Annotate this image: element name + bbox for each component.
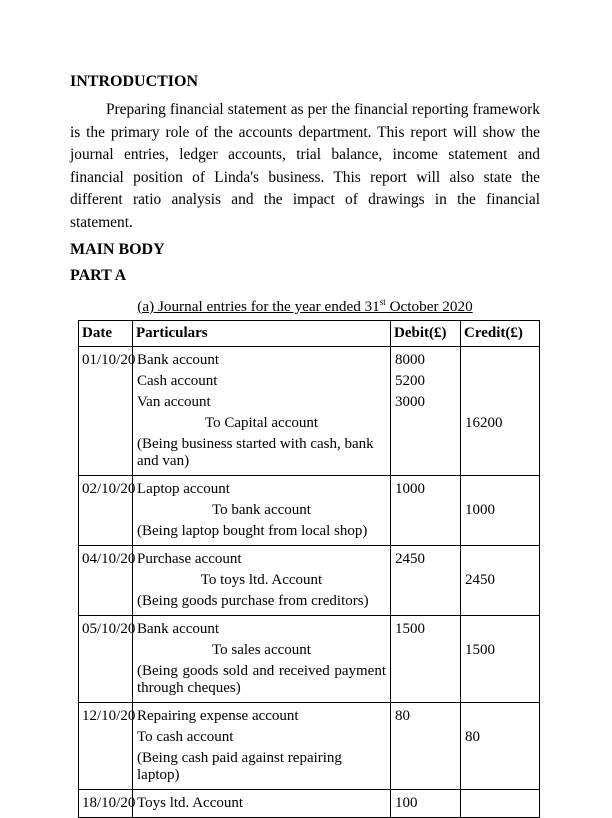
debit-cell: 100 [391, 790, 461, 817]
credit-cell [461, 703, 539, 727]
debit-cell: 3000 [391, 392, 461, 413]
particulars-cell: To Capital account [133, 413, 391, 434]
caption-superscript: st [379, 296, 386, 307]
header-date: Date [79, 321, 133, 346]
credit-cell: 1000 [465, 501, 495, 518]
table-body [79, 346, 539, 817]
journal-entry-line [79, 546, 539, 570]
debit-cell [391, 521, 461, 545]
debit-cell: 5200 [391, 371, 461, 392]
date-cell: 04/10/20 [79, 546, 133, 570]
journal-entry-line [79, 371, 539, 392]
credit-cell: 16200 [465, 414, 503, 431]
debit-cell: 1500 [391, 616, 461, 640]
date-cell [79, 570, 133, 591]
particulars-cell: To bank account [133, 500, 391, 521]
journal-entry-line [79, 790, 539, 817]
journal-entry-line [79, 434, 539, 475]
particulars-cell: Bank account [133, 347, 391, 371]
header-credit: Credit(£) [464, 324, 523, 341]
part-a-heading: PART A [70, 266, 127, 284]
particulars-cell: Van account [133, 392, 391, 413]
debit-cell: 2450 [391, 546, 461, 570]
main-body-heading: MAIN BODY [70, 240, 165, 258]
header-debit: Debit(£) [391, 321, 461, 346]
particulars-cell: Laptop account [133, 476, 391, 500]
credit-cell [461, 546, 539, 570]
date-cell: 01/10/20 [79, 347, 133, 371]
debit-cell: 1000 [391, 476, 461, 500]
header-particulars: Particulars [133, 321, 391, 346]
particulars-cell: Purchase account [133, 546, 391, 570]
date-cell [79, 500, 133, 521]
particulars-cell: Repairing expense account [133, 703, 391, 727]
credit-cell: 1500 [465, 641, 495, 658]
credit-cell [461, 392, 539, 413]
debit-cell [391, 661, 461, 702]
date-cell [79, 727, 133, 748]
debit-cell [391, 434, 461, 475]
journal-entry-line [79, 521, 539, 545]
credit-cell [461, 521, 539, 545]
journal-entry-line [79, 570, 539, 591]
credit-cell [461, 347, 539, 371]
particulars-cell: (Being business started with cash, bank and van) [133, 434, 391, 475]
particulars-cell: To toys ltd. Account [133, 570, 391, 591]
particulars-cell: (Being cash paid against repairing laptop) [133, 748, 391, 789]
intro-paragraph: Preparing financial statement as per the financial reporting framework is the primary role of the accounts department. This report will show the journal entries, ledger accounts, trial balance, income statement and financial position of Linda's business. This report will also state the different ratio analysis and the impact of drawings in the financial statement. [70, 101, 540, 231]
journal-entry [79, 615, 539, 702]
debit-cell: 8000 [391, 347, 461, 371]
credit-cell [461, 591, 539, 615]
journal-entry-line [79, 392, 539, 413]
journal-entry [79, 346, 539, 475]
journal-entry-line [79, 703, 539, 727]
journal-entry-line [79, 413, 539, 434]
journal-entry-line [79, 616, 539, 640]
date-cell [79, 661, 133, 702]
intro-heading: INTRODUCTION [70, 73, 199, 90]
particulars-cell: To cash account [133, 727, 391, 748]
journal-entry-line [79, 640, 539, 661]
credit-cell [461, 790, 539, 817]
date-cell [79, 748, 133, 789]
particulars-cell: To sales account [133, 640, 391, 661]
date-cell [79, 521, 133, 545]
journal-entry-line [79, 500, 539, 521]
debit-cell [391, 640, 461, 661]
table-caption-text [137, 298, 472, 315]
journal-entry [79, 545, 539, 615]
date-cell [79, 640, 133, 661]
debit-cell [391, 570, 461, 591]
journal-entries-table [78, 320, 540, 818]
credit-cell [461, 748, 539, 789]
particulars-cell: Bank account [133, 616, 391, 640]
credit-cell [461, 434, 539, 475]
debit-cell [391, 591, 461, 615]
credit-cell [461, 371, 539, 392]
caption-prefix: (a) Journal entries for the year ended 31 [137, 297, 380, 315]
date-cell: 18/10/20 [79, 790, 133, 817]
journal-entry-line [79, 476, 539, 500]
debit-cell [391, 727, 461, 748]
journal-entry [79, 789, 539, 817]
particulars-cell: (Being goods sold and received payment through cheques) [133, 661, 391, 702]
date-cell: 02/10/20 [79, 476, 133, 500]
debit-cell [391, 413, 461, 434]
date-cell [79, 392, 133, 413]
debit-cell [391, 500, 461, 521]
credit-cell [461, 476, 539, 500]
date-cell [79, 591, 133, 615]
journal-entry-line [79, 748, 539, 789]
journal-entry-line [79, 661, 539, 702]
journal-entry [79, 702, 539, 789]
credit-cell: 80 [465, 728, 480, 745]
credit-cell: 2450 [465, 571, 495, 588]
journal-entry-line [79, 347, 539, 371]
table-header-row [79, 321, 539, 346]
journal-entry-line [79, 591, 539, 615]
particulars-cell: (Being laptop bought from local shop) [133, 521, 391, 545]
date-cell [79, 434, 133, 475]
journal-entry [79, 475, 539, 545]
particulars-cell: Cash account [133, 371, 391, 392]
credit-cell [461, 616, 539, 640]
credit-cell [461, 661, 539, 702]
debit-cell [391, 748, 461, 789]
date-cell [79, 413, 133, 434]
journal-entry-line [79, 727, 539, 748]
caption-suffix: October 2020 [385, 297, 473, 315]
debit-cell: 80 [391, 703, 461, 727]
date-cell: 12/10/20 [79, 703, 133, 727]
table-caption [70, 293, 540, 316]
date-cell [79, 371, 133, 392]
particulars-cell: Toys ltd. Account [133, 790, 391, 817]
date-cell: 05/10/20 [79, 616, 133, 640]
particulars-cell: (Being goods purchase from creditors) [133, 591, 391, 615]
